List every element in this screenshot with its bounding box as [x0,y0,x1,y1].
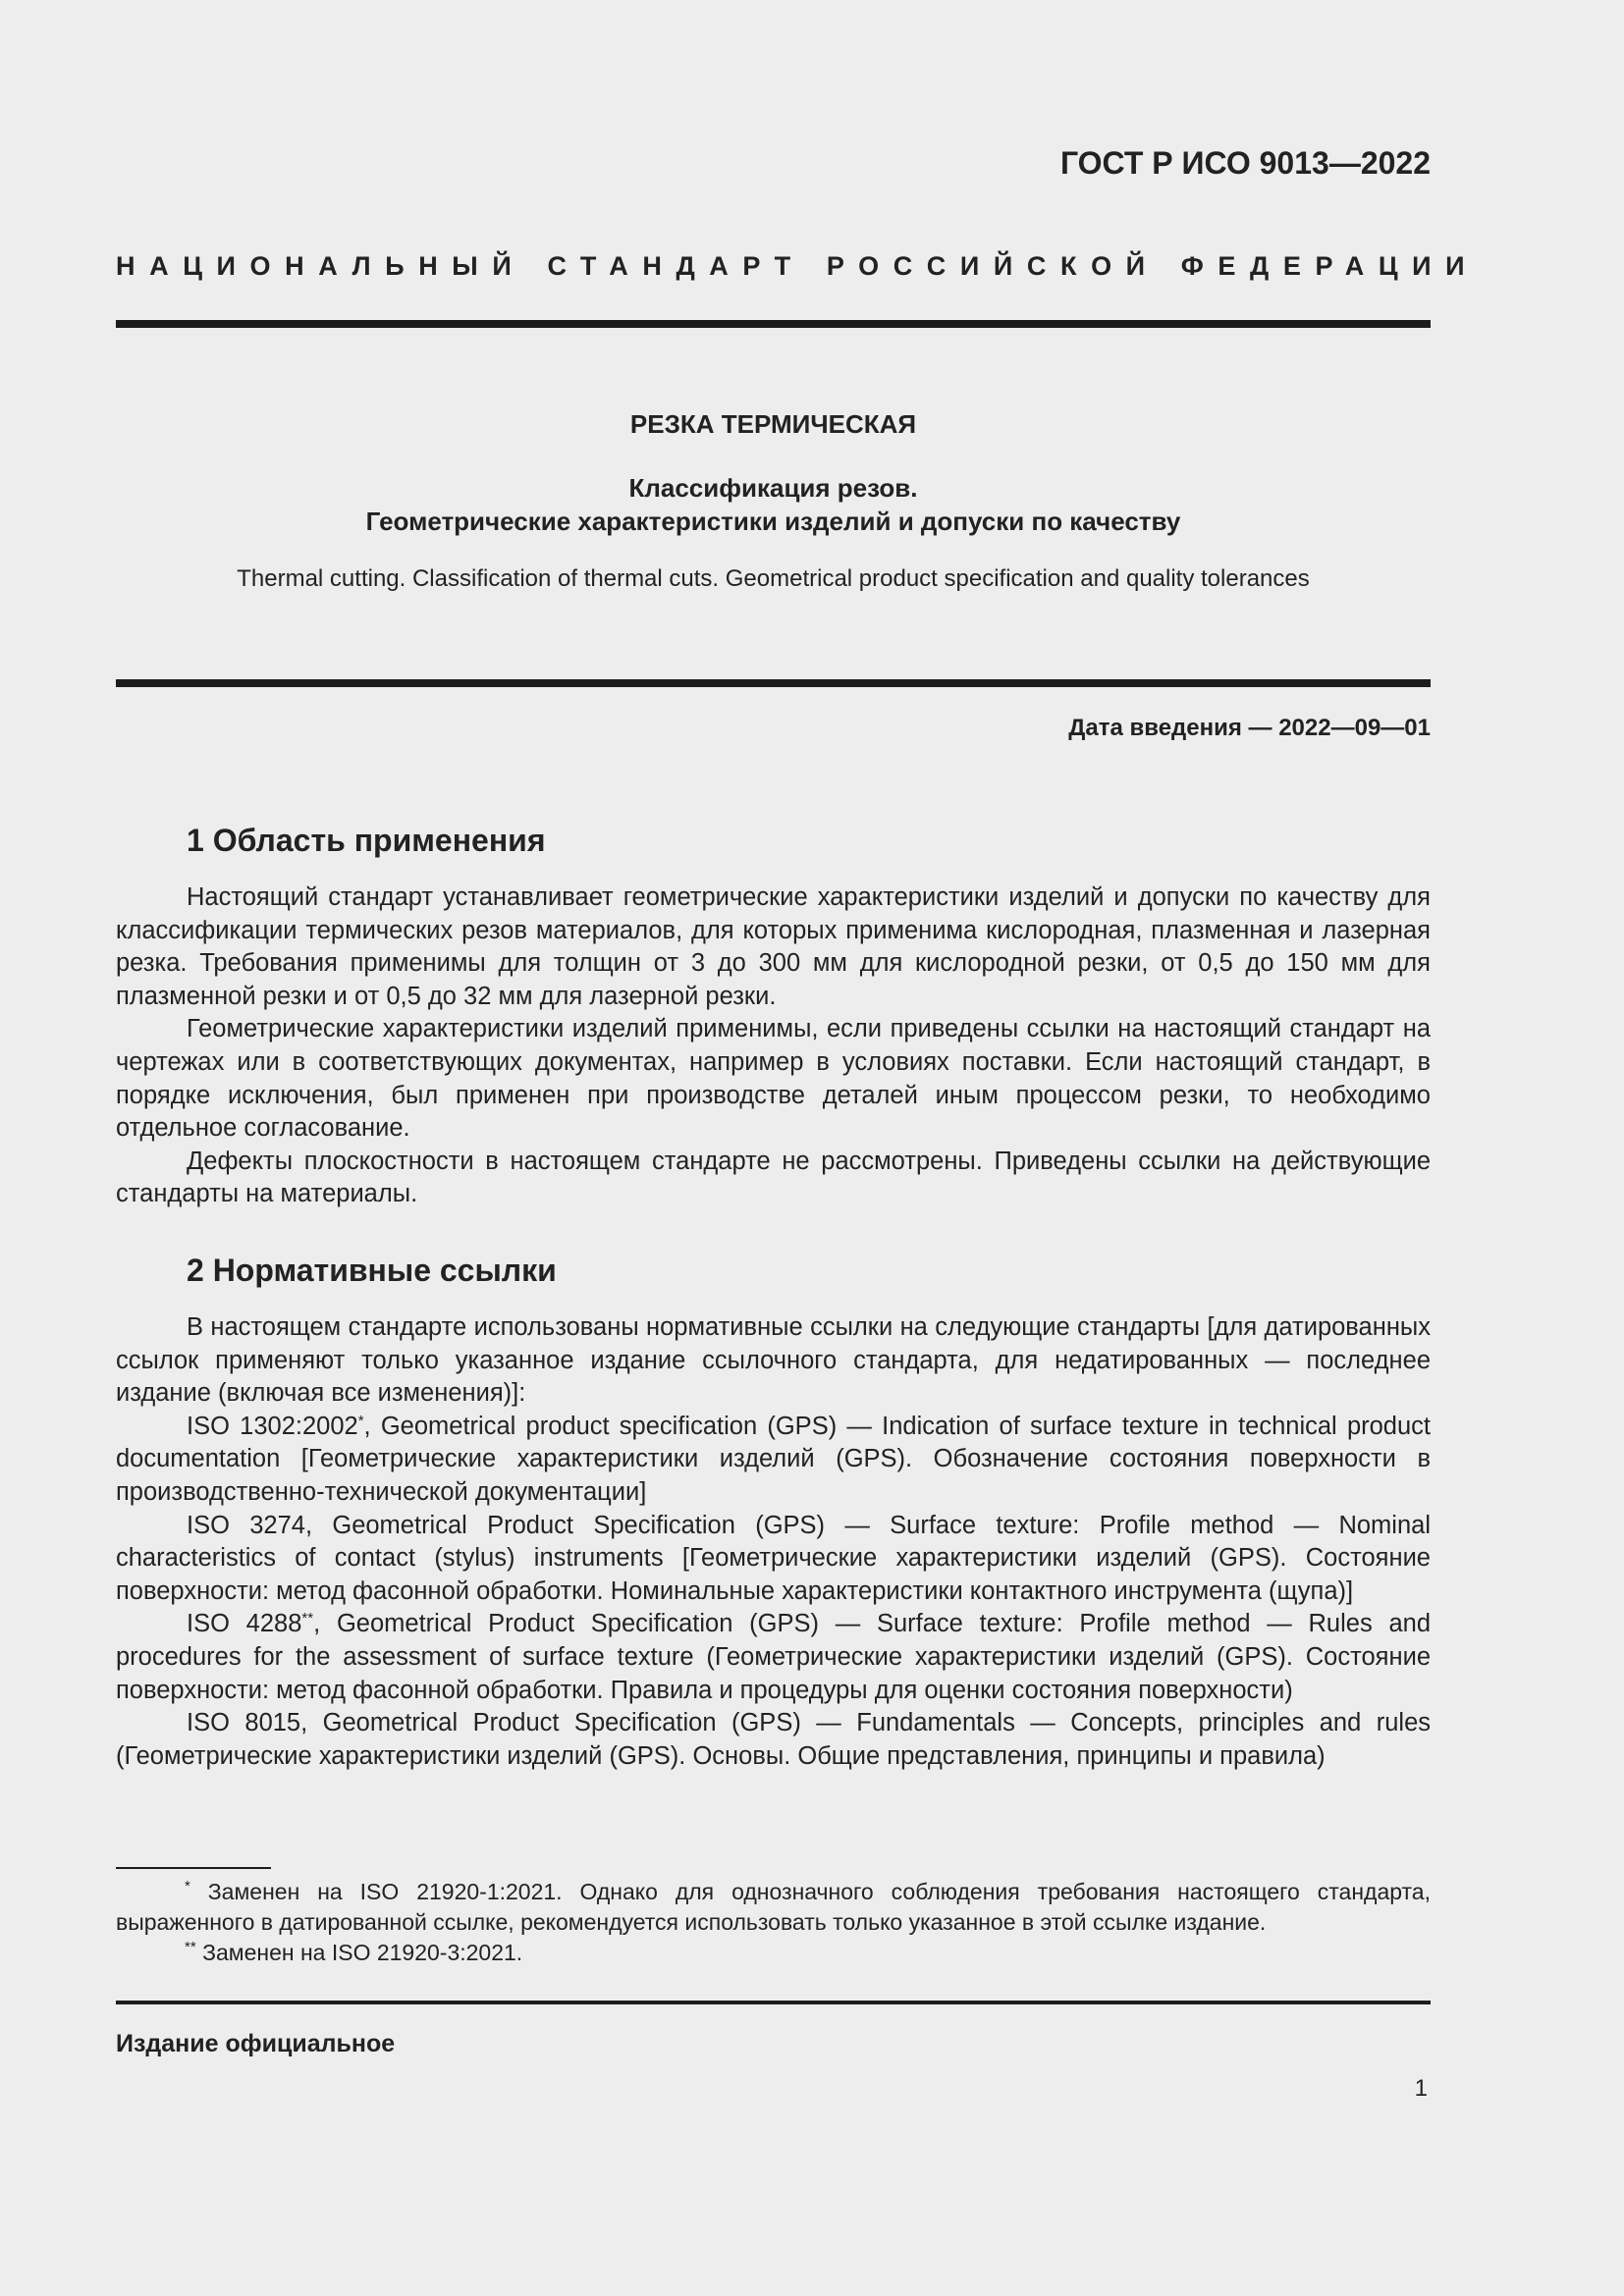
footnote-marker: ** [185,1939,196,1955]
footnote-2 [116,1938,1431,1968]
footnote-separator [116,1867,271,1869]
footnote-text: Заменен на ISO 21920-3:2021. [195,1940,523,1965]
title-main: РЕЗКА ТЕРМИЧЕСКАЯ [629,409,917,439]
reference-iso-8015: ISO 8015, Geometrical Product Specification (GPS) — Fundamentals — Concepts, principles and rules (Геометрические характеристики изделий (GPS). Основы. Общие представления, принципы и правила) [116,1709,1431,1770]
section-2-heading: 2 Нормативные ссылки [187,1253,557,1288]
section-2-paragraph-1: В настоящем стандарте использованы нормативные ссылки на следующие стандарты [для датированных ссылок применяют только указанное издание ссылочного стандарта, для недатированных — последнее издание (включая все изменения)]: [116,1313,1431,1408]
header-divider [116,320,1431,328]
reference-code: ISO 1302:2002 [187,1412,358,1440]
section-1-heading: 1 Область применения [187,823,546,858]
footnote-1 [116,1877,1431,1938]
reference-text: , Geometrical product specification (GPS) — Indication of surface texture in technical product documentation [Геометрические характеристики изделий (GPS). Обозначение состояния поверхности в производственно-технической документации] [116,1412,1432,1506]
footnote-marker: ** [301,1610,314,1628]
page-number: 1 [1414,2075,1428,2102]
reference-text: , Geometrical Product Specification (GPS) — Surface texture: Profile method — Rules and procedures for the assessment of surface texture (Геометрические характеристики изделий (GPS). Состояние поверхности: метод фасонной обработки. Правила и процедуры для оценки состояния поверхности) [116,1610,1431,1704]
title-subtitle-line-1: Классификация резов. [628,473,918,503]
footnote-text: Заменен на ISO 21920-1:2021. Однако для однозначного соблюдения требования настоящего стандарта, выраженного в датированной ссылке, рекомендуется использовать только указанное в этой ссылке издание. [116,1879,1431,1935]
reference-iso-3274: ISO 3274, Geometrical Product Specification (GPS) — Surface texture: Profile method — Nominal characteristics of contact (stylus) instruments [Геометрические характеристики изделий (GPS). Состояние поверхности: метод фасонной обработки. Номинальные характеристики контактного инструмента (щупа)] [116,1511,1431,1605]
section-1-paragraph-2: Геометрические характеристики изделий применимы, если приведены ссылки на настоящий стандарт на чертежах или в соответствующих документах, например в условиях поставки. Если настоящий стандарт, в порядке исключения, был применен при производстве деталей иным процессом резки, то необходимо отдельное согласование. [116,1015,1431,1143]
reference-code: ISO 4288 [187,1610,302,1638]
national-standard-banner: НАЦИОНАЛЬНЫЙ СТАНДАРТ РОССИЙСКОЙ ФЕДЕРАЦИИ [116,251,1480,281]
document-number: ГОСТ Р ИСО 9013—2022 [1059,145,1431,181]
footnotes [116,1877,1431,1968]
footnote-marker: * [357,1412,364,1429]
section-1-paragraph-1: Настоящий стандарт устанавливает геометрические характеристики изделий и допуски по качеству для классификации термических резов материалов, для которых применима кислородная, плазменная и лазерная резка. Требования применимы для толщин от 3 до 300 мм для кислородной резки, от 0,5 до 150 мм для плазменной резки и от 0,5 до 32 мм для лазерной резки. [116,883,1431,1010]
reference-iso-4288 [116,1608,1431,1707]
introduction-date: Дата введения — 2022—09—01 [1068,715,1431,741]
footer-divider [116,2001,1431,2004]
title-english: Thermal cutting. Classification of thermal cuts. Geometrical product specification and quality tolerances [237,565,1310,592]
section-1-paragraph-3: Дефекты плоскостности в настоящем стандарте не рассмотрены. Приведены ссылки на действующие стандарты на материалы. [116,1147,1431,1208]
section-2-body [116,1311,1431,1773]
footnote-marker: * [185,1878,190,1895]
section-1-body [116,881,1431,1211]
title-divider [116,679,1431,687]
official-edition-label: Издание официальное [116,2030,396,2057]
title-subtitle-line-2: Геометрические характеристики изделий и допуски по качеству [365,507,1181,536]
title-subtitle [116,471,1431,538]
reference-iso-1302 [116,1411,1431,1510]
